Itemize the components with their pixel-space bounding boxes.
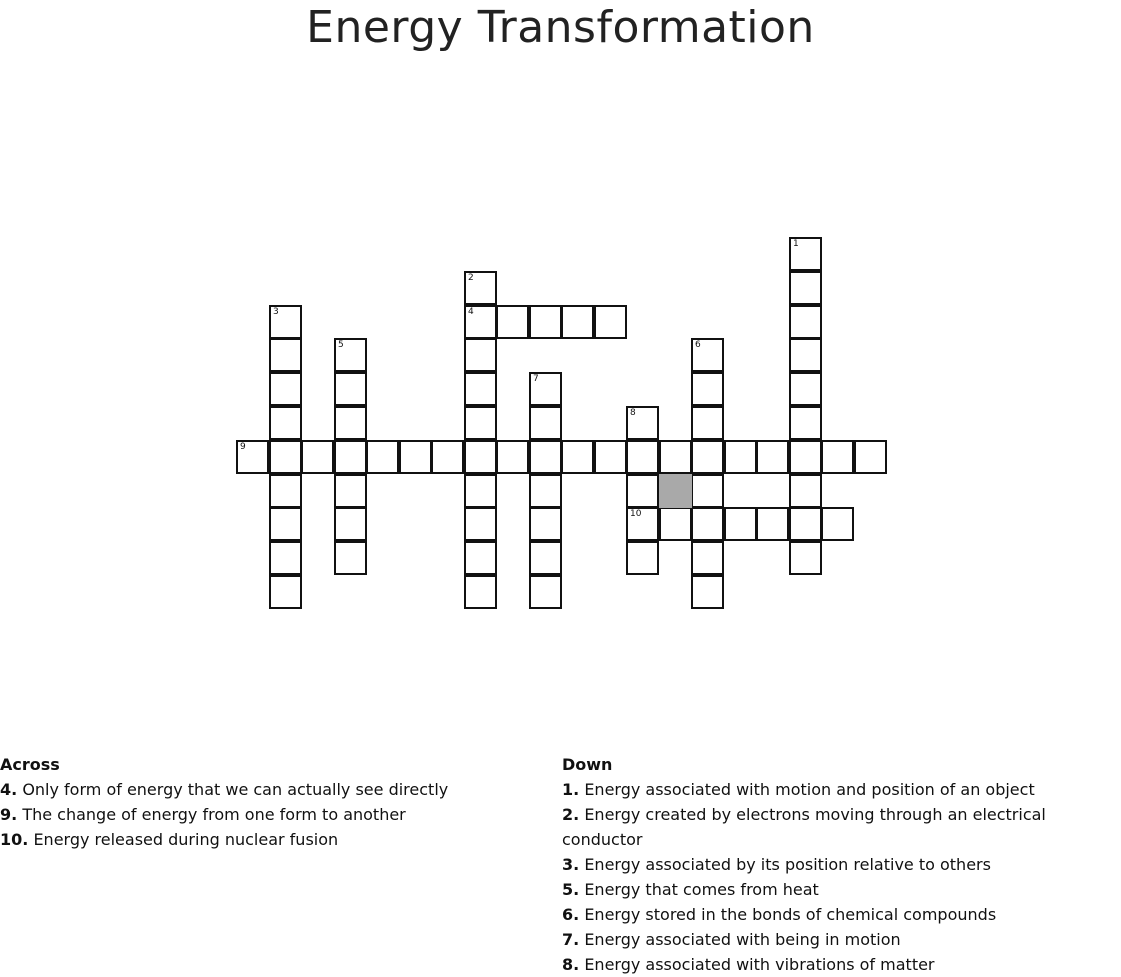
grid-cell[interactable] — [691, 372, 724, 406]
cell-number: 7 — [533, 374, 539, 384]
grid-cell[interactable] — [464, 507, 497, 541]
clue-number: 2. — [562, 805, 580, 824]
clue-number: 5. — [562, 880, 580, 899]
grid-cell[interactable] — [561, 440, 594, 474]
clue-number: 1. — [562, 780, 580, 799]
grid-cell[interactable] — [301, 440, 334, 474]
grid-cell[interactable] — [691, 541, 724, 575]
grid-cell[interactable] — [334, 474, 367, 508]
grid-cell[interactable] — [529, 474, 562, 508]
clue-text: Energy associated by its position relative to others — [584, 855, 991, 874]
grid-cell[interactable] — [269, 575, 302, 609]
grid-cell[interactable] — [756, 507, 789, 541]
down-clues — [562, 752, 1121, 977]
grid-cell[interactable] — [464, 440, 497, 474]
cell-number: 1 — [793, 239, 799, 249]
grid-cell[interactable] — [594, 440, 627, 474]
grid-cell[interactable] — [756, 440, 789, 474]
grid-cell[interactable] — [789, 305, 822, 339]
shaded-cell — [659, 474, 692, 508]
cell-number: 4 — [468, 307, 474, 317]
cell-number: 2 — [468, 273, 474, 283]
clue-number: 9. — [0, 805, 18, 824]
clue-text: Energy released during nuclear fusion — [33, 830, 339, 849]
cell-number: 5 — [338, 340, 344, 350]
grid-cell[interactable] — [464, 541, 497, 575]
clue-down-5 — [562, 877, 1121, 902]
clue-down-2 — [562, 802, 1121, 852]
grid-cell[interactable] — [334, 507, 367, 541]
grid-cell[interactable] — [334, 440, 367, 474]
grid-cell[interactable] — [464, 305, 497, 339]
grid-cell[interactable] — [399, 440, 432, 474]
page-title: Energy Transformation — [306, 2, 815, 53]
grid-cell[interactable] — [269, 372, 302, 406]
grid-cell[interactable] — [789, 237, 822, 271]
grid-cell[interactable] — [334, 541, 367, 575]
clue-down-7 — [562, 927, 1121, 952]
grid-cell[interactable] — [626, 406, 659, 440]
clue-down-6 — [562, 902, 1121, 927]
grid-cell[interactable] — [691, 338, 724, 372]
cell-number: 10 — [630, 509, 642, 519]
grid-cell[interactable] — [529, 406, 562, 440]
grid-cell[interactable] — [789, 474, 822, 508]
grid-cell[interactable] — [691, 474, 724, 508]
clue-text: Energy associated with being in motion — [584, 930, 901, 949]
clue-text: Energy stored in the bonds of chemical compounds — [584, 905, 997, 924]
grid-cell[interactable] — [626, 507, 659, 541]
grid-cell[interactable] — [561, 305, 594, 339]
cell-number: 6 — [695, 340, 701, 350]
grid-cell[interactable] — [529, 372, 562, 406]
grid-cell[interactable] — [789, 338, 822, 372]
grid-cell[interactable] — [431, 440, 464, 474]
clue-text: Energy created by electrons moving through an electrical conductor — [562, 805, 1046, 849]
grid-cell[interactable] — [269, 338, 302, 372]
grid-cell[interactable] — [334, 338, 367, 372]
grid-cell[interactable] — [464, 271, 497, 305]
grid-cell[interactable] — [789, 440, 822, 474]
grid-cell[interactable] — [529, 440, 562, 474]
grid-cell[interactable] — [724, 440, 757, 474]
grid-cell[interactable] — [334, 406, 367, 440]
grid-cell[interactable] — [821, 507, 854, 541]
clue-text: Energy associated with motion and position of an object — [584, 780, 1035, 799]
grid-cell[interactable] — [659, 507, 692, 541]
grid-cell[interactable] — [464, 474, 497, 508]
grid-cell[interactable] — [529, 507, 562, 541]
grid-cell[interactable] — [691, 507, 724, 541]
clue-across-10 — [0, 827, 448, 852]
grid-cell[interactable] — [236, 440, 269, 474]
grid-cell[interactable] — [464, 338, 497, 372]
clue-number: 4. — [0, 780, 18, 799]
clue-across-9 — [0, 802, 448, 827]
clue-across-4 — [0, 777, 448, 802]
clue-text: Energy that comes from heat — [584, 880, 819, 899]
grid-cell[interactable] — [366, 440, 399, 474]
grid-cell[interactable] — [789, 507, 822, 541]
grid-cell[interactable] — [269, 541, 302, 575]
grid-cell[interactable] — [269, 406, 302, 440]
across-heading: Across — [0, 755, 60, 774]
clue-number: 8. — [562, 955, 580, 974]
clue-down-8 — [562, 952, 1121, 977]
grid-cell[interactable] — [626, 474, 659, 508]
grid-cell[interactable] — [496, 440, 529, 474]
clue-down-1 — [562, 777, 1121, 802]
grid-cell[interactable] — [464, 575, 497, 609]
grid-cell[interactable] — [269, 507, 302, 541]
clue-number: 3. — [562, 855, 580, 874]
clue-text: Only form of energy that we can actually see directly — [22, 780, 449, 799]
clue-number: 7. — [562, 930, 580, 949]
grid-cell[interactable] — [789, 406, 822, 440]
clue-down-3 — [562, 852, 1121, 877]
grid-cell[interactable] — [724, 507, 757, 541]
grid-cell[interactable] — [269, 440, 302, 474]
grid-cell[interactable] — [626, 440, 659, 474]
grid-cell[interactable] — [789, 541, 822, 575]
grid-cell[interactable] — [334, 372, 367, 406]
across-clues — [0, 752, 448, 852]
clue-number: 10. — [0, 830, 29, 849]
grid-cell[interactable] — [529, 575, 562, 609]
cell-number: 9 — [240, 442, 246, 452]
grid-cell[interactable] — [464, 406, 497, 440]
grid-cell[interactable] — [691, 575, 724, 609]
grid-cell[interactable] — [626, 541, 659, 575]
down-heading: Down — [562, 755, 613, 774]
clue-text: Energy associated with vibrations of matter — [584, 955, 935, 974]
grid-cell[interactable] — [659, 440, 692, 474]
grid-cell[interactable] — [594, 305, 627, 339]
grid-cell[interactable] — [854, 440, 887, 474]
grid-cell[interactable] — [789, 372, 822, 406]
grid-cell[interactable] — [496, 305, 529, 339]
grid-cell[interactable] — [821, 440, 854, 474]
grid-cell[interactable] — [691, 440, 724, 474]
grid-cell[interactable] — [269, 474, 302, 508]
grid-cell[interactable] — [464, 372, 497, 406]
cell-number: 8 — [630, 408, 636, 418]
grid-cell[interactable] — [529, 541, 562, 575]
grid-cell[interactable] — [789, 271, 822, 305]
grid-cell[interactable] — [269, 305, 302, 339]
clue-text: The change of energy from one form to another — [22, 805, 406, 824]
clue-number: 6. — [562, 905, 580, 924]
grid-cell[interactable] — [529, 305, 562, 339]
cell-number: 3 — [273, 307, 279, 317]
grid-cell[interactable] — [691, 406, 724, 440]
